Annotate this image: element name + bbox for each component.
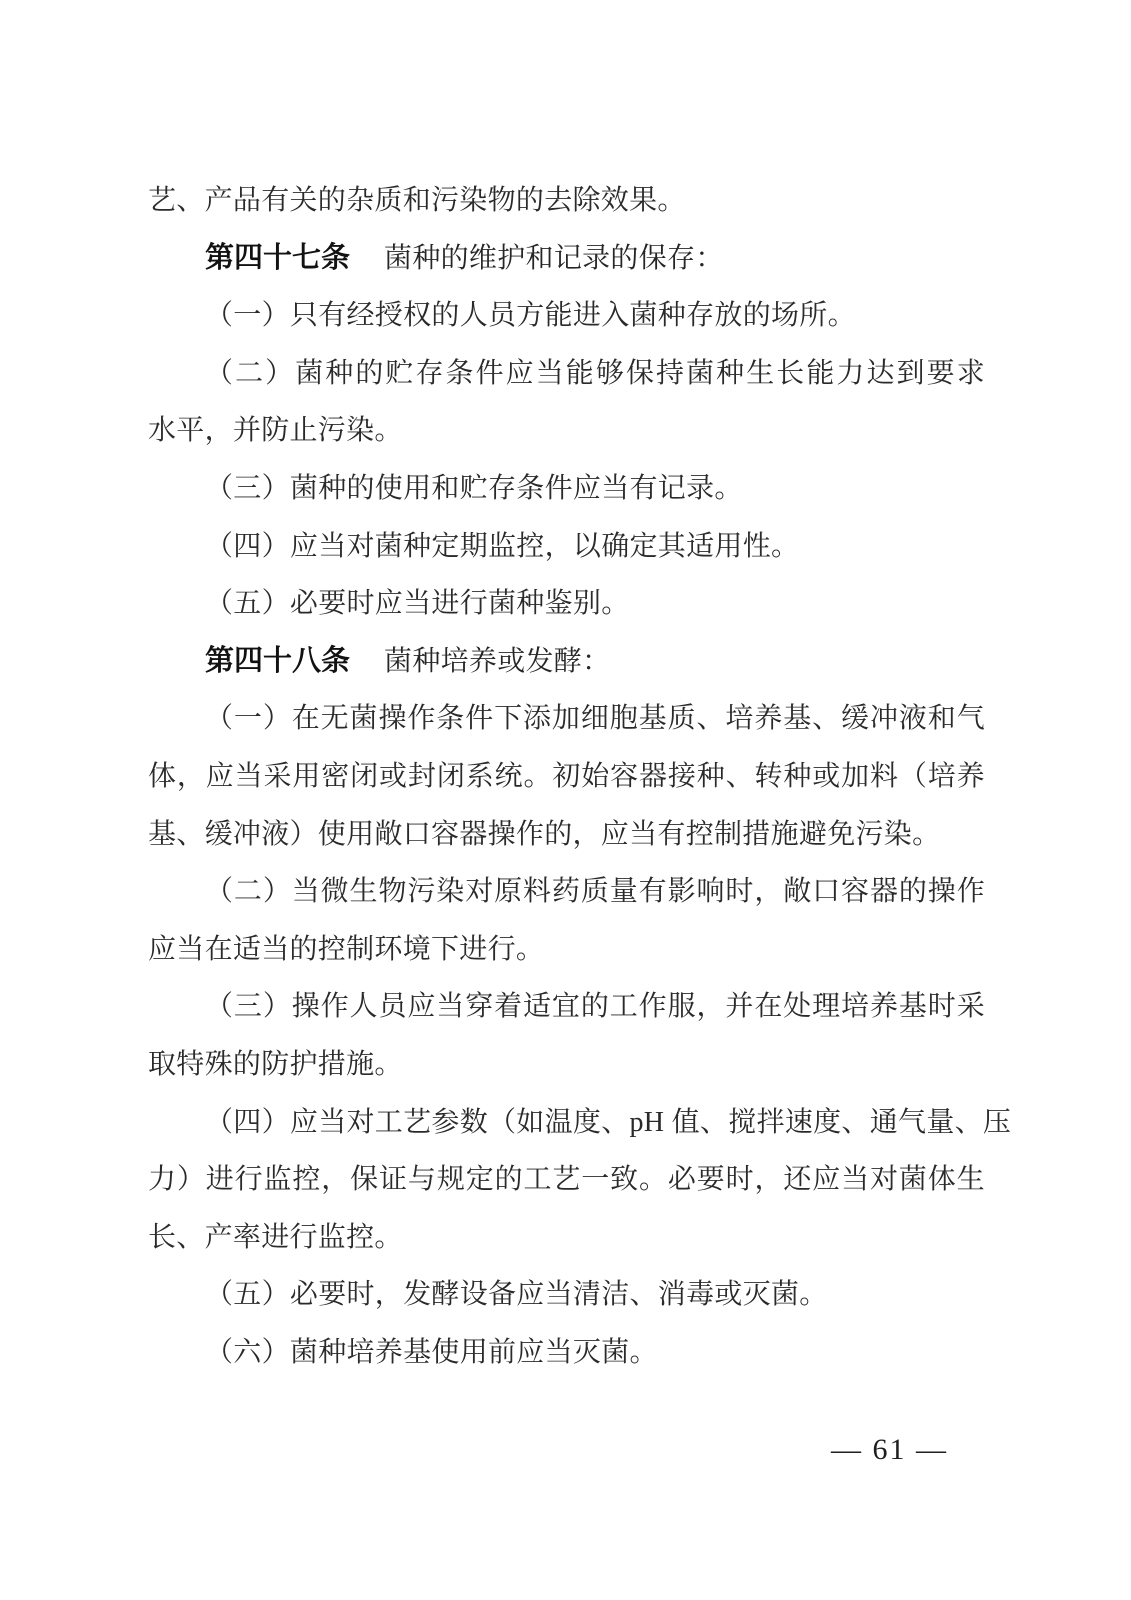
- text-line: 体，应当采用密闭或封闭系统。初始容器接种、转种或加料（培养: [148, 760, 985, 792]
- article-title: 菌种培养或发酵：: [384, 645, 611, 677]
- clause-line: （二）菌种的贮存条件应当能够保持菌种生长能力达到要求: [205, 357, 985, 389]
- clause-line: （四）应当对工艺参数（如温度、pH 值、搅拌速度、通气量、压: [205, 1106, 1012, 1138]
- clause-line: （一）只有经授权的人员方能进入菌种存放的场所。: [205, 300, 856, 332]
- document-body: [148, 172, 1012, 1381]
- clause-line: （五）必要时应当进行菌种鉴别。: [205, 588, 630, 620]
- article-heading-48: [205, 633, 985, 691]
- text-line: 艺、产品有关的杂质和污染物的去除效果。: [148, 185, 686, 216]
- clause-line: （三）菌种的使用和贮存条件应当有记录。: [205, 472, 743, 504]
- text-line: 应当在适当的控制环境下进行。: [148, 933, 545, 965]
- article-heading-47: [205, 230, 985, 288]
- clause-line: （四）应当对菌种定期监控，以确定其适用性。: [205, 530, 800, 562]
- page-number: — 61 —: [831, 1433, 948, 1466]
- clause-line: （五）必要时，发酵设备应当清洁、消毒或灭菌。: [205, 1279, 828, 1311]
- article-number: 第四十八条: [205, 644, 351, 677]
- text-line: 力）进行监控，保证与规定的工艺一致。必要时，还应当对菌体生: [148, 1164, 985, 1196]
- text-line: 基、缓冲液）使用敞口容器操作的，应当有控制措施避免污染。: [148, 818, 941, 850]
- clause-line: （一）在无菌操作条件下添加细胞基质、培养基、缓冲液和气: [205, 703, 985, 735]
- text-line: 水平，并防止污染。: [148, 415, 403, 447]
- article-title: 菌种的维护和记录的保存：: [384, 242, 724, 274]
- clause-line: （六）菌种培养基使用前应当灭菌。: [205, 1336, 658, 1368]
- text-line: 长、产率进行监控。: [148, 1221, 403, 1253]
- clause-line: （三）操作人员应当穿着适宜的工作服，并在处理培养基时采: [205, 991, 985, 1023]
- clause-line: （二）当微生物污染对原料药质量有影响时，敞口容器的操作: [205, 876, 985, 908]
- text-line: 取特殊的防护措施。: [148, 1048, 403, 1080]
- page-footer: [831, 1430, 948, 1470]
- article-number: 第四十七条: [205, 241, 351, 274]
